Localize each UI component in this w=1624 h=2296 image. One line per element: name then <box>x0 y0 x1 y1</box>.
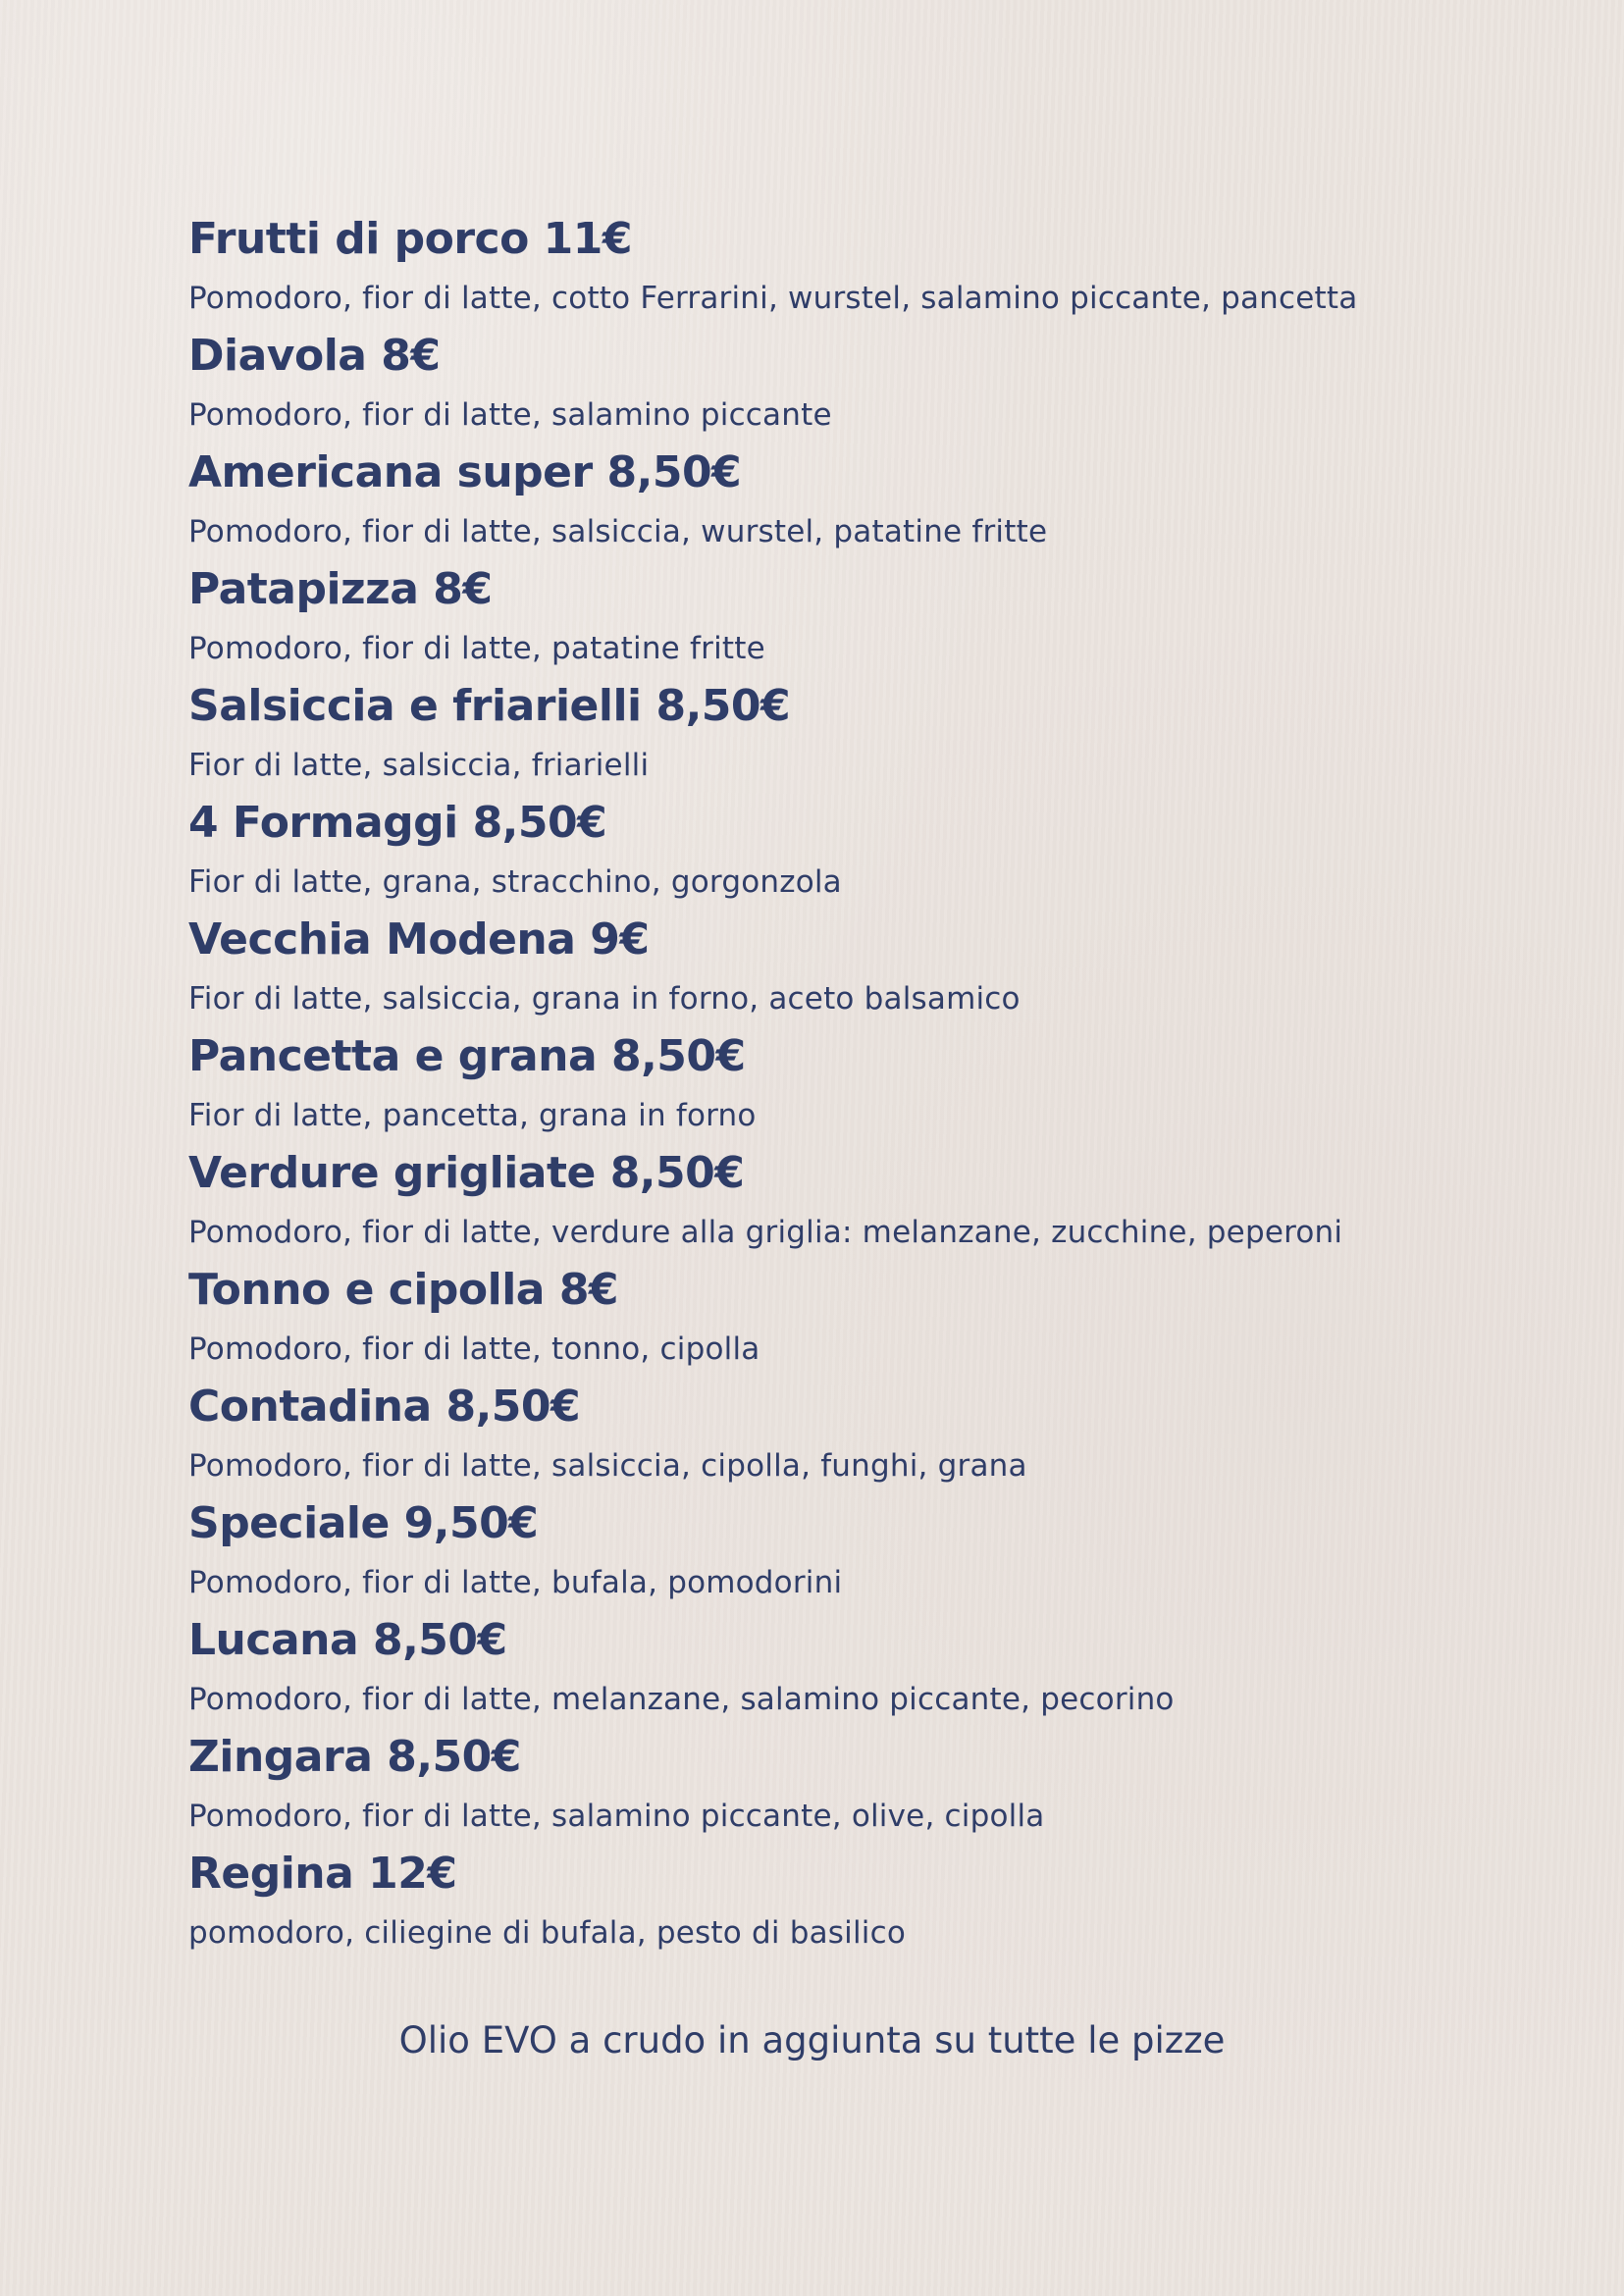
menu-item-4-formaggi <box>188 794 1484 911</box>
menu-item-title: Patapizza 8€ <box>188 564 493 614</box>
menu-item-lucana <box>188 1611 1484 1728</box>
menu-item-contadina <box>188 1378 1484 1494</box>
menu-item-description: Fior di latte, grana, stracchino, gorgonzola <box>188 864 842 900</box>
menu-item-description: Pomodoro, fior di latte, salsiccia, cipolla, funghi, grana <box>188 1448 1027 1484</box>
menu-item-vecchia-modena <box>188 911 1484 1027</box>
menu-item-diavola <box>188 327 1484 444</box>
menu-item-title: Zingara 8,50€ <box>188 1732 521 1782</box>
menu-item-title: 4 Formaggi 8,50€ <box>188 798 607 848</box>
menu-item-description: Pomodoro, fior di latte, tonno, cipolla <box>188 1331 760 1367</box>
menu-item-description: Pomodoro, fior di latte, patatine fritte <box>188 631 765 666</box>
menu-item-description: Pomodoro, fior di latte, salamino piccante <box>188 397 832 433</box>
menu-item-description: Pomodoro, fior di latte, salamino piccante, olive, cipolla <box>188 1799 1045 1834</box>
menu-item-title: Contadina 8,50€ <box>188 1382 581 1432</box>
menu-item-description: Fior di latte, salsiccia, friarielli <box>188 748 650 783</box>
menu-item-title: Speciale 9,50€ <box>188 1498 539 1548</box>
menu-item-salsiccia-e-friarielli <box>188 677 1484 794</box>
menu-item-title: Diavola 8€ <box>188 331 441 381</box>
menu-item-title: Tonno e cipolla 8€ <box>188 1265 619 1315</box>
menu-item-title: Americana super 8,50€ <box>188 447 742 497</box>
menu-item-regina <box>188 1845 1484 1961</box>
menu-item-description: Pomodoro, fior di latte, bufala, pomodorini <box>188 1565 843 1600</box>
menu-item-pancetta-e-grana <box>188 1027 1484 1144</box>
menu-item-description: Fior di latte, pancetta, grana in forno <box>188 1098 757 1133</box>
menu-item-title: Lucana 8,50€ <box>188 1615 507 1665</box>
menu-item-title: Vecchia Modena 9€ <box>188 914 650 965</box>
menu-item-title: Pancetta e grana 8,50€ <box>188 1031 746 1081</box>
menu-item-tonno-e-cipolla <box>188 1261 1484 1378</box>
menu-item-speciale <box>188 1494 1484 1611</box>
menu-item-description: Pomodoro, fior di latte, salsiccia, wurstel, patatine fritte <box>188 514 1048 549</box>
menu-item-title: Verdure grigliate 8,50€ <box>188 1148 745 1198</box>
menu-item-patapizza <box>188 560 1484 677</box>
menu-item-verdure-grigliate <box>188 1144 1484 1261</box>
menu-item-description: Fior di latte, salsiccia, grana in forno, aceto balsamico <box>188 981 1021 1017</box>
menu-item-description: Pomodoro, fior di latte, cotto Ferrarini, wurstel, salamino piccante, pancetta <box>188 281 1358 316</box>
menu-item-title: Frutti di porco 11€ <box>188 214 633 264</box>
menu-item-title: Salsiccia e friarielli 8,50€ <box>188 681 791 731</box>
menu-item-description: Pomodoro, fior di latte, melanzane, salamino piccante, pecorino <box>188 1682 1175 1717</box>
pizza-menu-list <box>188 210 1484 1961</box>
footer-note: Olio EVO a crudo in aggiunta su tutte le pizze <box>398 2019 1226 2061</box>
menu-item-zingara <box>188 1728 1484 1845</box>
menu-item-description: Pomodoro, fior di latte, verdure alla griglia: melanzane, zucchine, peperoni <box>188 1215 1343 1250</box>
menu-item-description: pomodoro, ciliegine di bufala, pesto di basilico <box>188 1915 907 1951</box>
menu-item-title: Regina 12€ <box>188 1849 457 1899</box>
menu-item-americana-super <box>188 444 1484 560</box>
menu-item-frutti-di-porco <box>188 210 1484 327</box>
